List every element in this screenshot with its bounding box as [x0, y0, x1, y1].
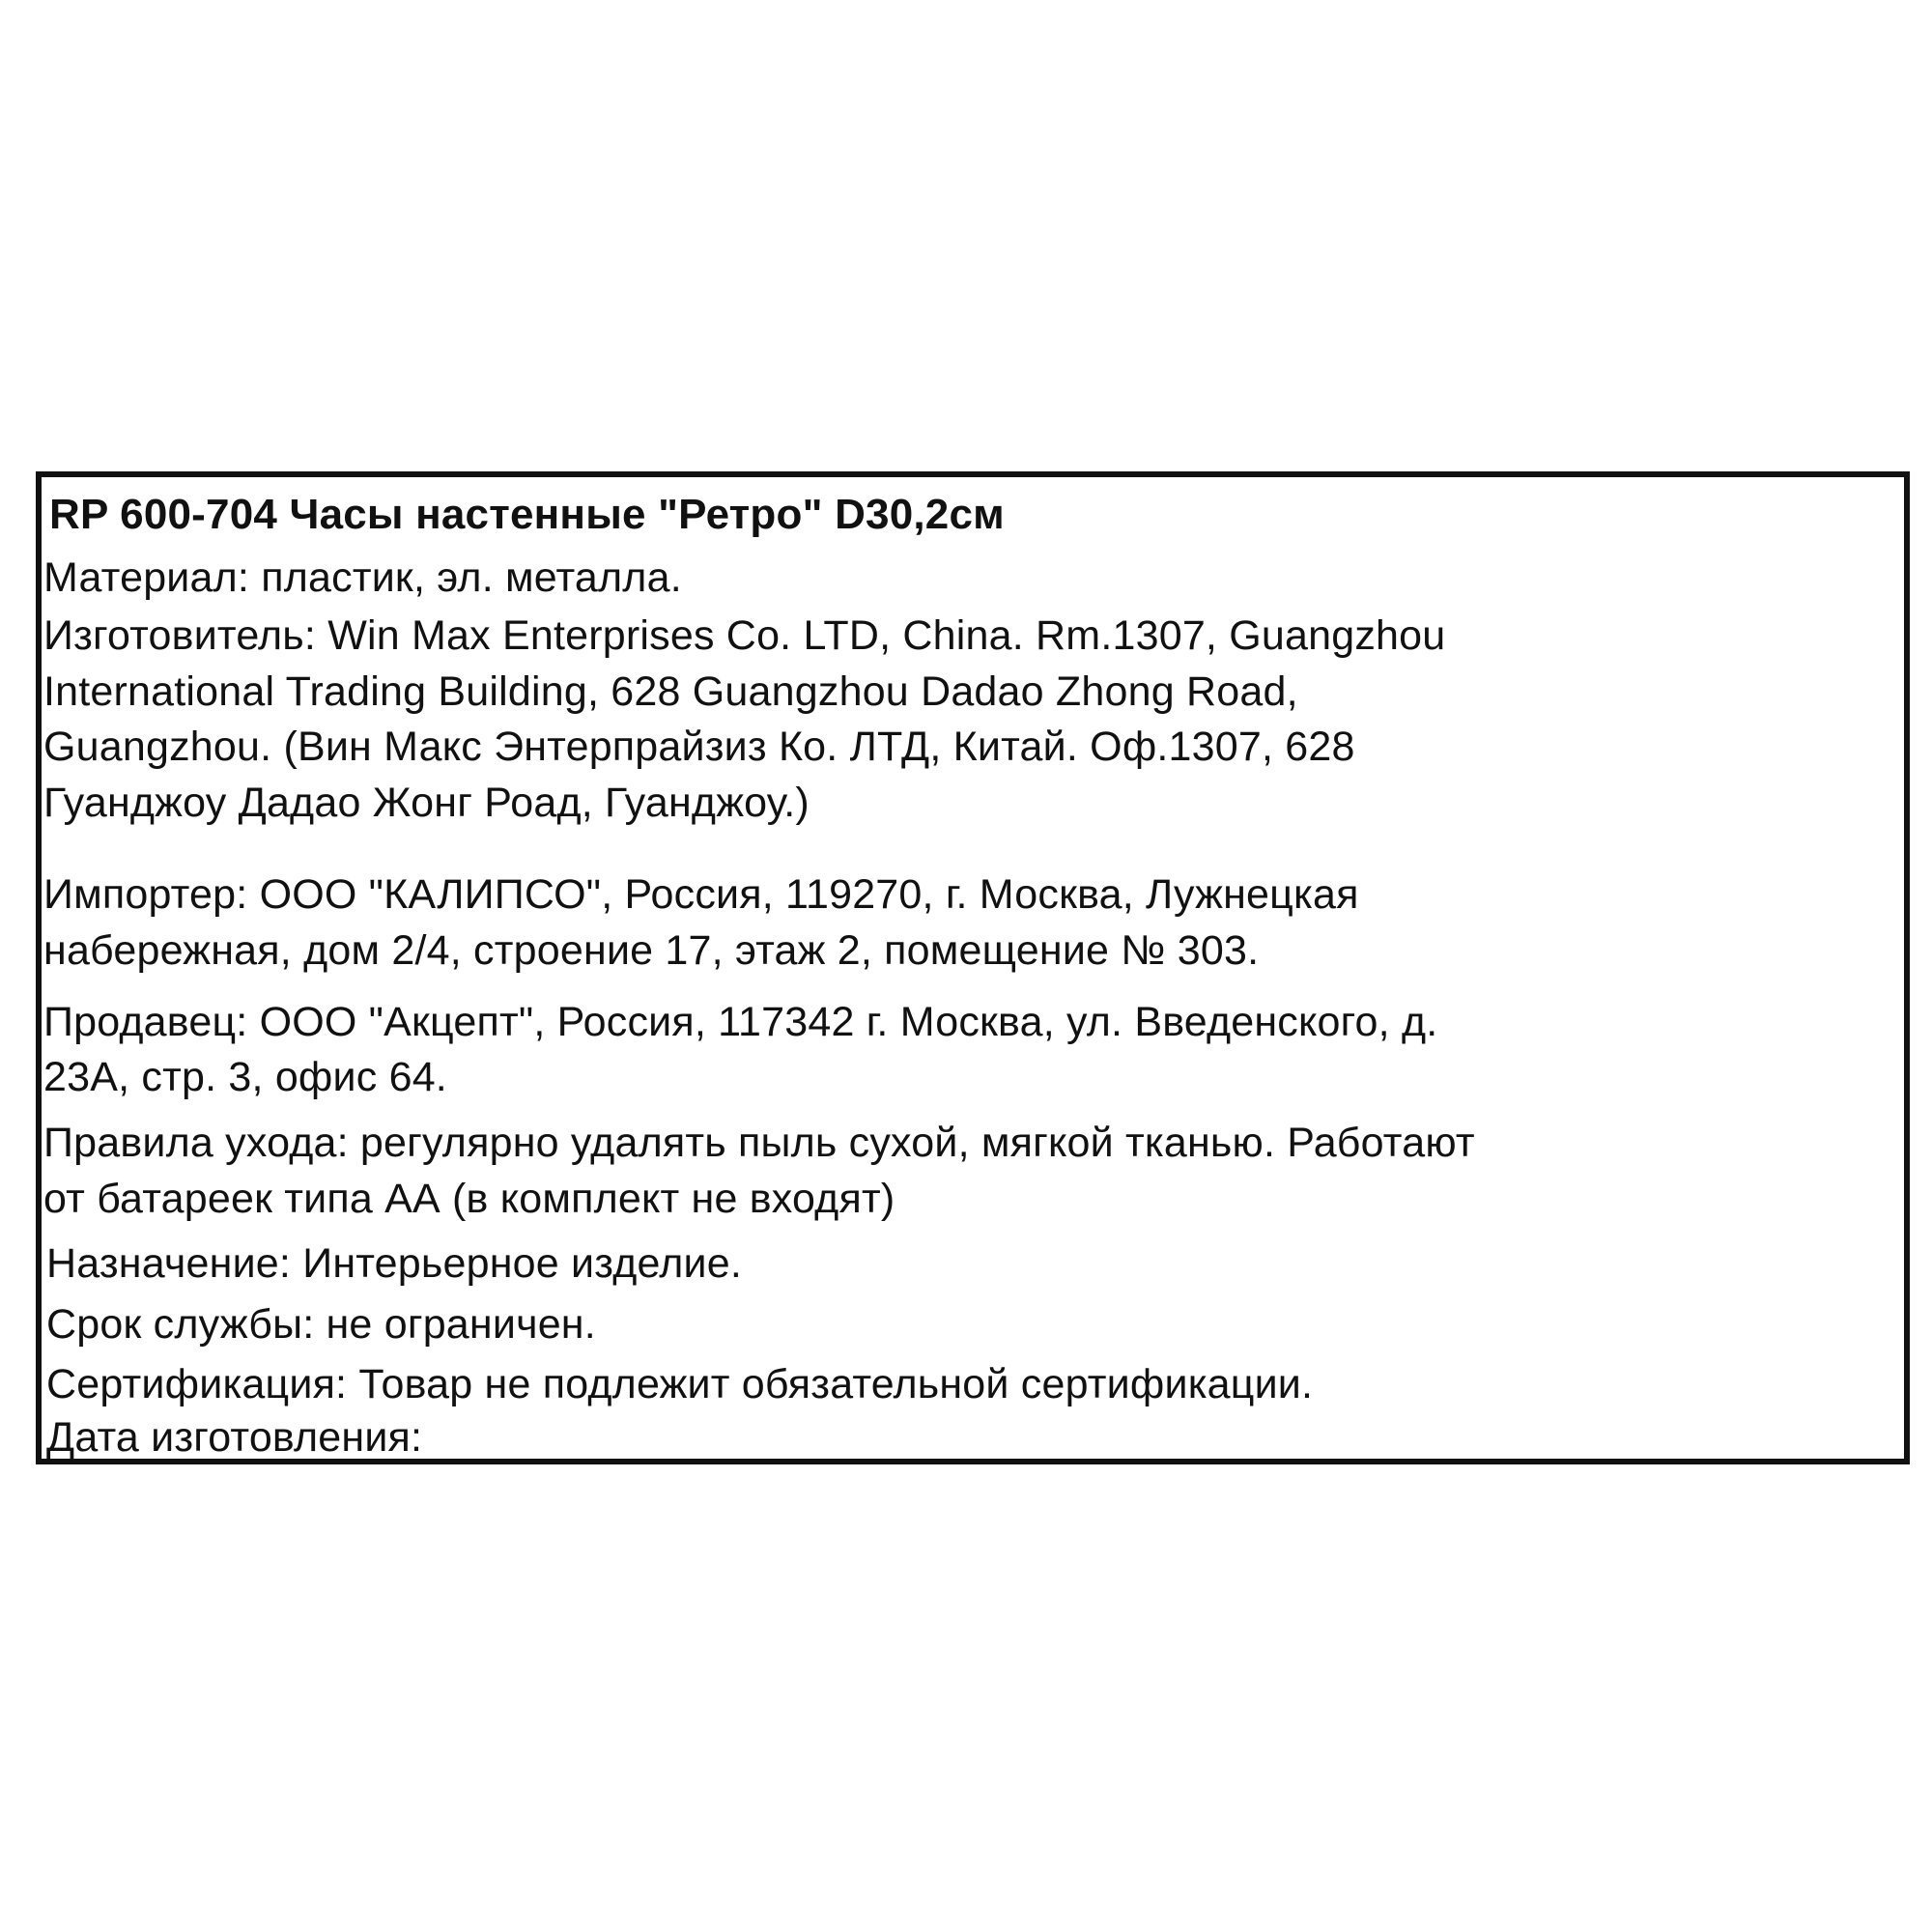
- manufacture-date-line: Дата изготовления:: [46, 1414, 423, 1461]
- manufacturer-line-2: International Trading Building, 628 Guangzhou Dadao Zhong Road,: [43, 668, 1298, 715]
- care-line-1: Правила ухода: регулярно удалять пыль сухой, мягкой тканью. Работают: [43, 1120, 1475, 1166]
- seller-line-1: Продавец: ООО "Акцепт", Россия, 117342 г. Москва, ул. Введенского, д.: [43, 999, 1438, 1045]
- manufacturer-line-3: Guangzhou. (Вин Макс Энтерпрайзиз Ко. ЛТД, Китай. Оф.1307, 628: [43, 724, 1355, 770]
- importer-line-2: набережная, дом 2/4, строение 17, этаж 2, помещение № 303.: [43, 927, 1260, 974]
- manufacturer-line-1: Изготовитель: Win Max Enterprises Co. LTD, China. Rm.1307, Guangzhou: [43, 612, 1446, 659]
- label-title: RP 600-704 Часы настенные "Ретро" D30,2см: [49, 491, 1005, 538]
- seller-line-2: 23А, стр. 3, офис 64.: [43, 1054, 447, 1100]
- importer-line-1: Импортер: ООО "КАЛИПСО", Россия, 119270, г. Москва, Лужнецкая: [43, 871, 1359, 918]
- certification-line: Сертификация: Товар не подлежит обязательной сертификации.: [46, 1361, 1314, 1407]
- purpose-line: Назначение: Интерьерное изделие.: [46, 1240, 742, 1287]
- product-label: [36, 471, 1910, 1464]
- service-life-line: Срок службы: не ограничен.: [46, 1301, 596, 1348]
- care-line-2: от батареек типа АА (в комплект не входят): [43, 1176, 895, 1222]
- material-line: Материал: пластик, эл. металла.: [43, 554, 682, 601]
- manufacturer-line-4: Гуанджоу Дадао Жонг Роад, Гуанджоу.): [43, 780, 810, 826]
